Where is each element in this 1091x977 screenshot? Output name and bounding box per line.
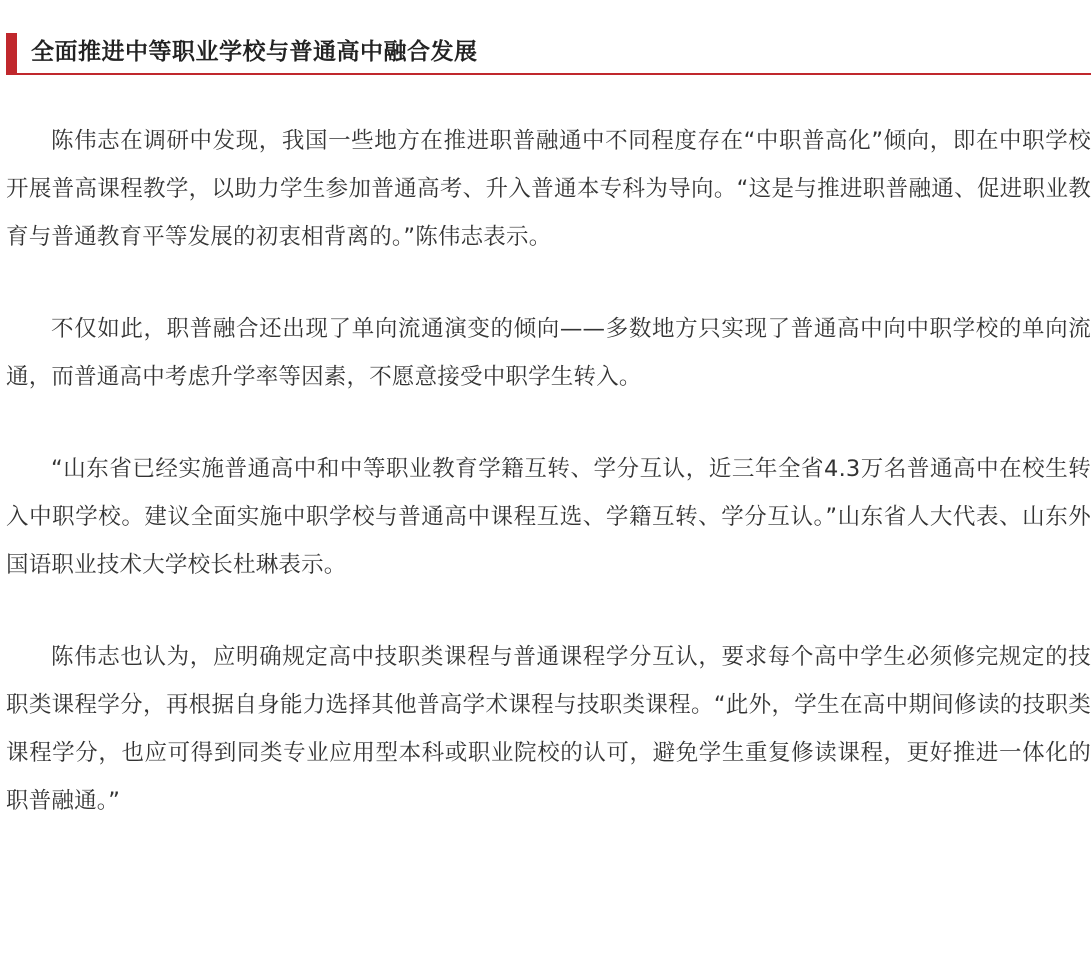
paragraph-2: 不仅如此，职普融合还出现了单向流通演变的倾向——多数地方只实现了普通高中向中职学校的单向流通，而普通高中考虑升学率等因素，不愿意接受中职学生转入。 — [6, 316, 1091, 390]
paragraph-3: “山东省已经实施普通高中和中等职业教育学籍互转、学分互认，近三年全省4.3万名普通高中在校生转入中职学校。建议全面实施中职学校与普通高中课程互选、学籍互转、学分互认。”山东省人大代表、山东外国语职业技术大学校长杜琳表示。 — [6, 456, 1091, 578]
section-header — [6, 33, 1091, 75]
paragraph-4: 陈伟志也认为，应明确规定高中技职类课程与普通课程学分互认，要求每个高中学生必须修完规定的技职类课程学分，再根据自身能力选择其他普高学术课程与技职类课程。“此外，学生在高中期间修读的技职类课程学分，也应可得到同类专业应用型本科或职业院校的认可，避免学生重复修读课程，更好推进一体化的职普融通。” — [6, 644, 1091, 814]
article-body — [6, 117, 1091, 869]
header-accent-bar — [6, 33, 17, 73]
paragraph-1: 陈伟志在调研中发现，我国一些地方在推进职普融通中不同程度存在“中职普高化”倾向，即在中职学校开展普高课程教学，以助力学生参加普通高考、升入普通本专科为导向。“这是与推进职普融通、促进职业教育与普通教育平等发展的初衷相背离的。”陈伟志表示。 — [6, 128, 1091, 250]
section-title: 全面推进中等职业学校与普通高中融合发展 — [31, 39, 478, 65]
